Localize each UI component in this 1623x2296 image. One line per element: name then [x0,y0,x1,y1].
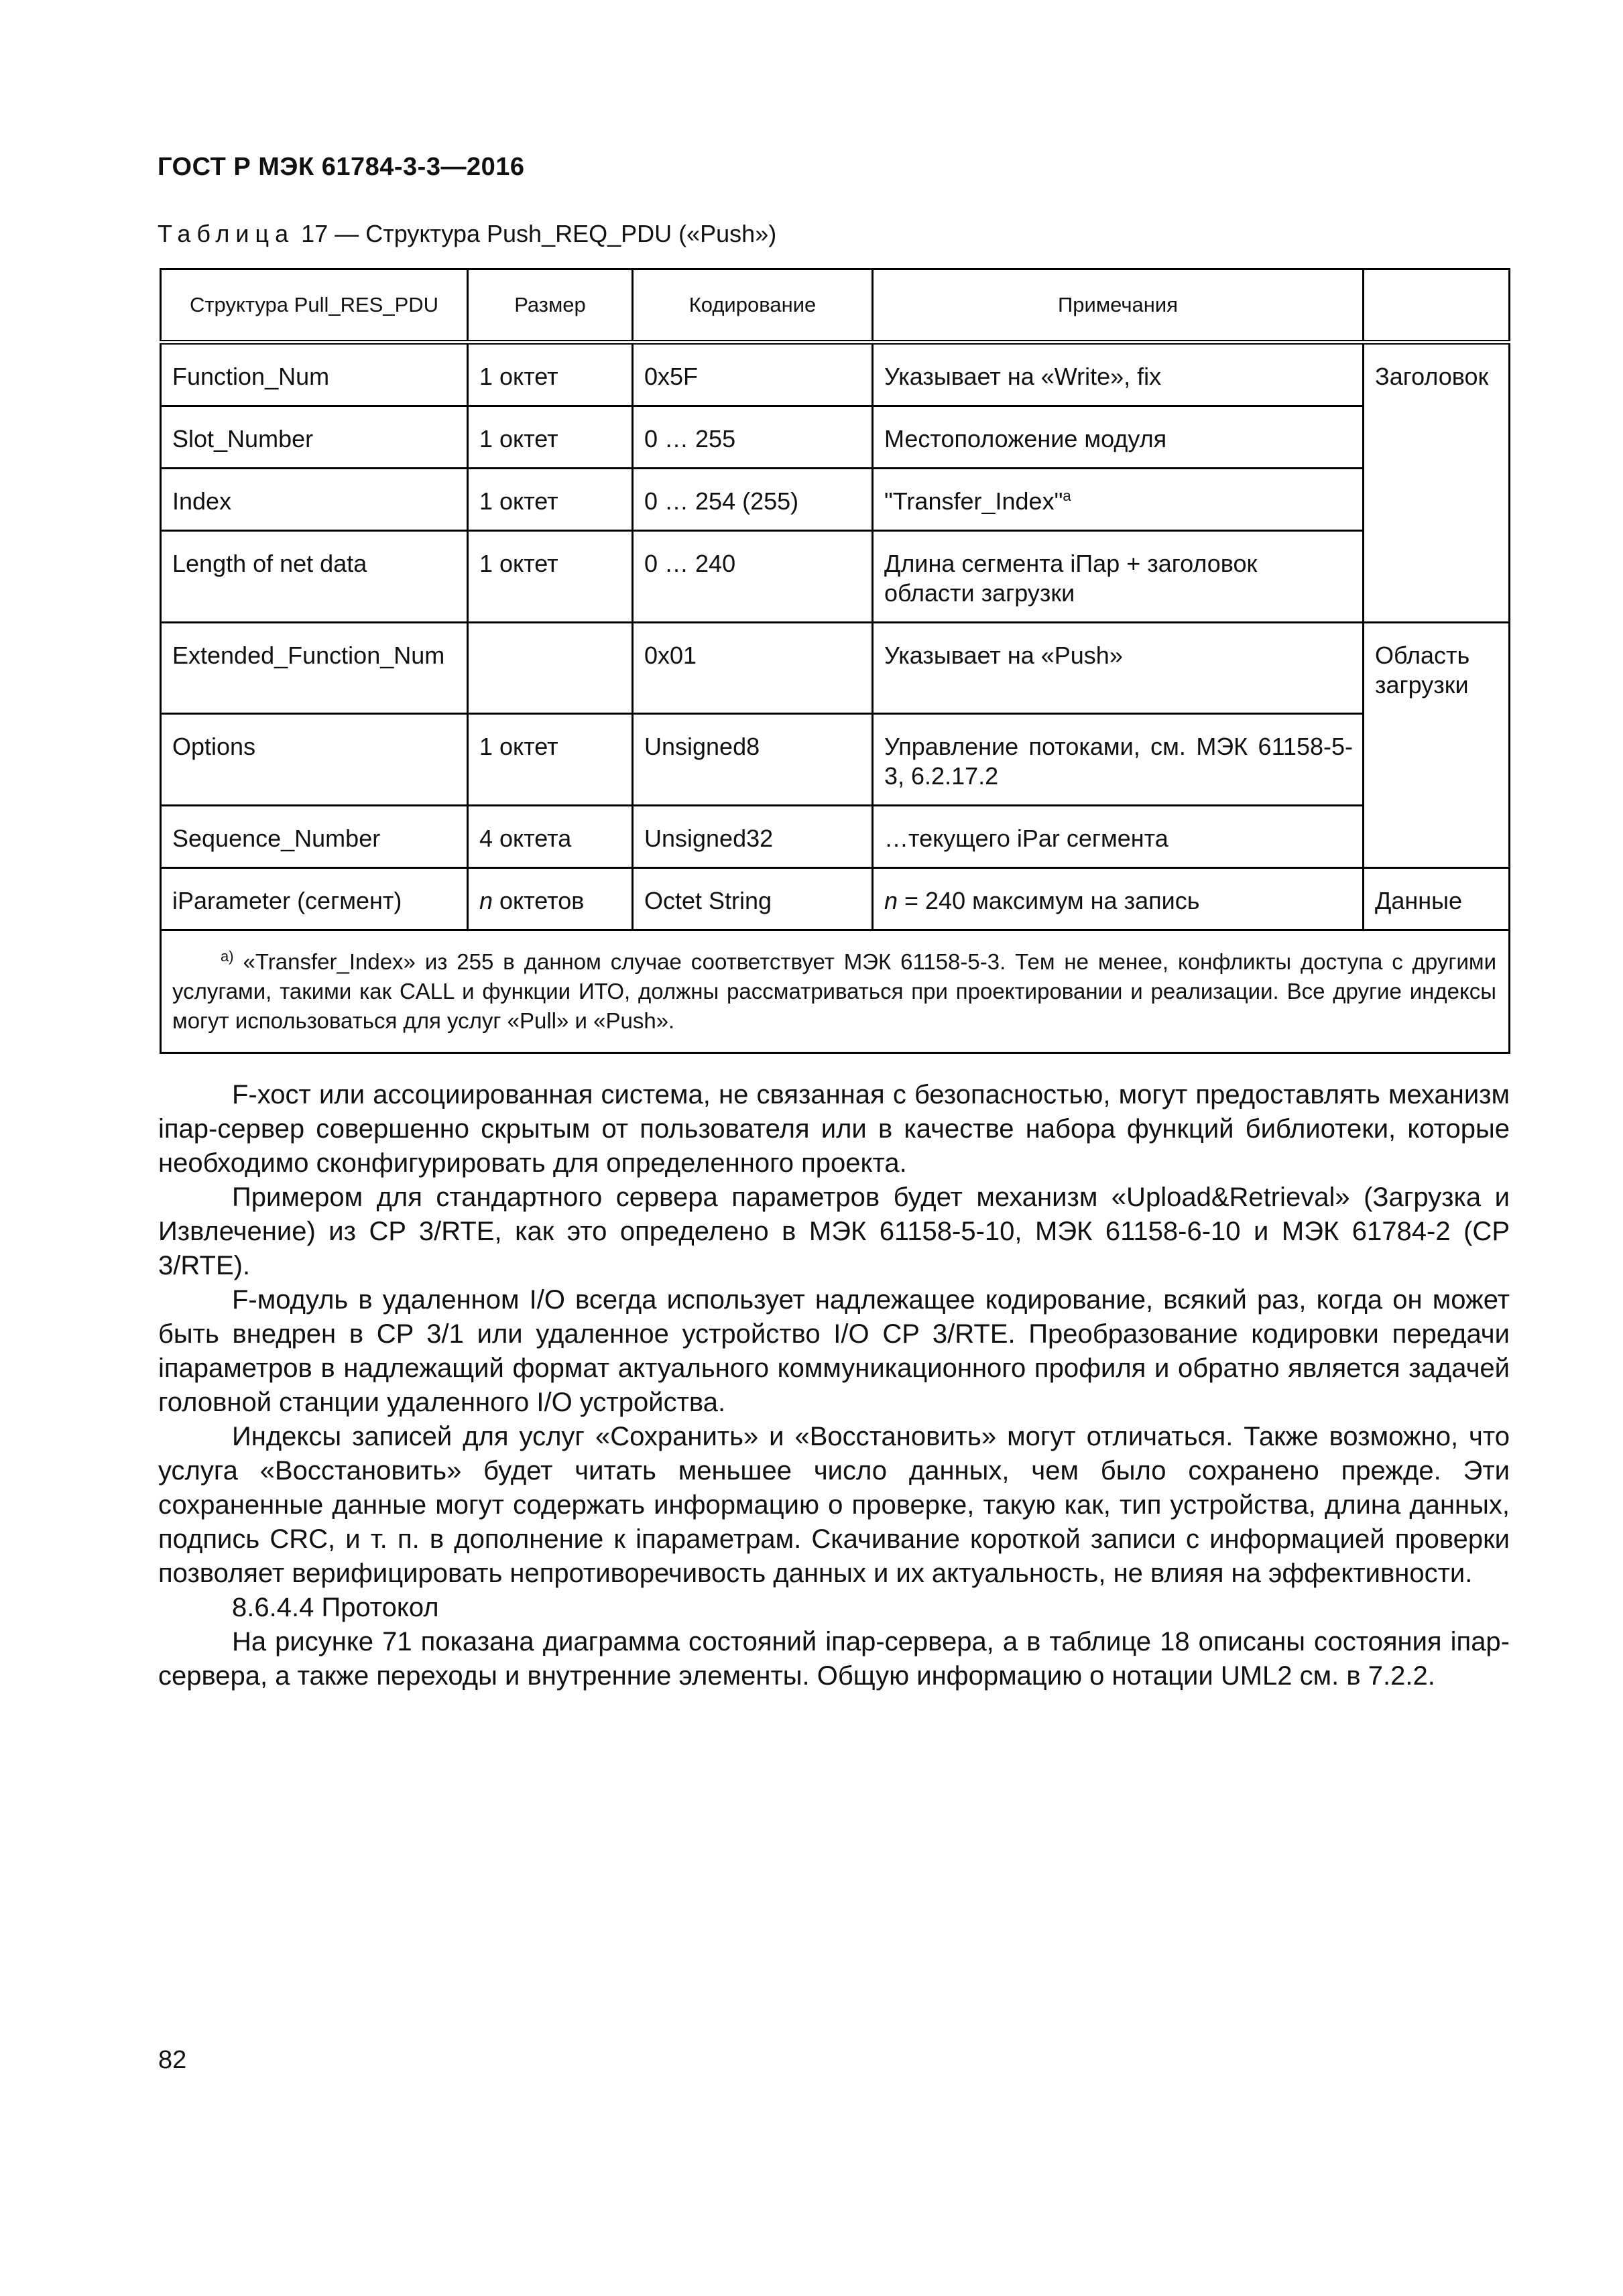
coding-cell: 0 … 255 [633,406,873,469]
column-header-structure: Структура Pull_RES_PDU [161,269,468,343]
coding-cell: Octet String [633,867,873,930]
footnote-reference: a [1063,487,1071,504]
table-row [161,713,1510,805]
notes-cell: Указывает на «Write», fix [873,343,1364,406]
coding-cell: Unsigned8 [633,713,873,805]
notes-cell: Длина сегмента iПар + заголовок области загрузки [873,531,1364,623]
size-cell: 1 октет [468,406,633,469]
document-header: ГОСТ Р МЭК 61784-3-3—2016 [158,153,525,181]
paragraph: Индексы записей для услуг «Сохранить» и «Восстановить» могут отличаться. Также возможно, что услуга «Восстановить» будет читать меньшее число данных, чем было сохранено прежде. Эти сохраненные данные могут содержать информацию о проверке, такую как, тип устройства, длина данных, подпись CRC, и т. п. в дополнение к iпараметрам. Скачивание короткой записи с информацией проверки позволяет верифицировать непротиворечивость данных и их актуальность, не влияя на эффективности. [158,1422,1510,1588]
coding-cell: 0x01 [633,623,873,714]
footnote-mark: a) [221,947,234,965]
section-heading: 8.6.4.4 Протокол [232,1593,439,1622]
column-header-group [1364,269,1510,343]
group-cell-empty [1364,406,1510,469]
footnote-row [161,930,1510,1052]
table-footnote [161,930,1510,1052]
column-header-notes: Примечания [873,269,1364,343]
table-caption-label: Таблица [158,220,295,247]
table-row [161,469,1510,531]
size-cell: 1 октет [468,469,633,531]
group-cell-empty [1364,531,1510,623]
column-header-coding: Кодирование [633,269,873,343]
field-name-cell: Index [161,469,468,531]
table-caption [158,220,776,248]
paragraph: На рисунке 71 показана диаграмма состояний iпар-сервера, а в таблице 18 описаны состояния iпар-сервера, а также переходы и внутренние элементы. Общую информацию о нотации UML2 см. в 7.2.2. [158,1627,1510,1691]
table-row [161,623,1510,714]
paragraph: F-хост или ассоциированная система, не связанная с безопасностью, могут предоставлять механизм iпар-сервер совершенно скрытым от пользователя или в качестве набора функций библиотеки, которые необходимо сконфигурировать для определенного проекта. [158,1080,1510,1178]
coding-cell: 0x5F [633,343,873,406]
group-cell-data: Данные [1364,867,1510,930]
group-cell-empty [1364,713,1510,805]
group-cell-empty [1364,469,1510,531]
table-caption-text: 17 — Структура Push_REQ_PDU («Push») [301,220,777,247]
coding-cell: 0 … 240 [633,531,873,623]
table-row [161,867,1510,930]
table-row [161,531,1510,623]
field-name-cell: Function_Num [161,343,468,406]
coding-cell: Unsigned32 [633,805,873,867]
notes-text: "Transfer_Index" [884,487,1063,515]
notes-text: = 240 максимум на запись [898,886,1200,914]
notes-cell: Местоположение модуля [873,406,1364,469]
paragraph: Примером для стандартного сервера параметров будет механизм «Upload&Retrieval» (Загрузка и Извлечение) из CP 3/RTE, как это определено в МЭК 61158-5-10, МЭК 61158-6-10 и МЭК 61784-2 (CP 3/RTE). [158,1183,1510,1280]
size-cell: 1 октет [468,343,633,406]
field-name-cell: iParameter (сегмент) [161,867,468,930]
group-cell-header: Заголовок [1364,343,1510,406]
table-row [161,406,1510,469]
field-name-cell: Extended_Function_Num [161,623,468,714]
size-cell: 1 октет [468,531,633,623]
variable-n: n [884,886,898,914]
size-cell [468,867,633,930]
notes-cell: …текущего iPar сегмента [873,805,1364,867]
footnote-text: «Transfer_Index» из 255 в данном случае соответствует МЭК 61158-5-3. Тем не менее, конфликты доступа с другими услугами, такими как CALL и функции ИТО, должны рассматриваться при проектировании и реализации. Все другие индексы могут использоваться для услуг «Pull» и «Push». [172,949,1497,1033]
notes-cell [873,867,1364,930]
table-row [161,805,1510,867]
coding-cell: 0 … 254 (255) [633,469,873,531]
field-name-cell: Sequence_Number [161,805,468,867]
notes-cell: Управление потоками, см. МЭК 61158-5-3, 6.2.17.2 [873,713,1364,805]
table-row [161,343,1510,406]
body-text [158,1078,1510,1693]
notes-cell [873,469,1364,531]
field-name-cell: Options [161,713,468,805]
size-unit: октетов [493,886,585,914]
column-header-size: Размер [468,269,633,343]
field-name-cell: Length of net data [161,531,468,623]
group-cell-load-area: Область загрузки [1364,623,1510,714]
size-cell: 4 октета [468,805,633,867]
table-header-row [161,269,1510,343]
size-cell: 1 октет [468,713,633,805]
field-name-cell: Slot_Number [161,406,468,469]
size-cell [468,623,633,714]
paragraph: F-модуль в удаленном I/O всегда использует надлежащее кодирование, всякий раз, когда он может быть внедрен в CP 3/1 или удаленное устройство I/O CP 3/RTE. Преобразование кодировки передачи iпараметров в надлежащий формат актуального коммуникационного профиля и обратно является задачей головной станции удаленного I/O устройства. [158,1285,1510,1417]
notes-cell: Указывает на «Push» [873,623,1364,714]
group-cell-empty [1364,805,1510,867]
variable-n: n [479,886,493,914]
structure-table [160,268,1510,1054]
page-number: 82 [158,2046,187,2074]
